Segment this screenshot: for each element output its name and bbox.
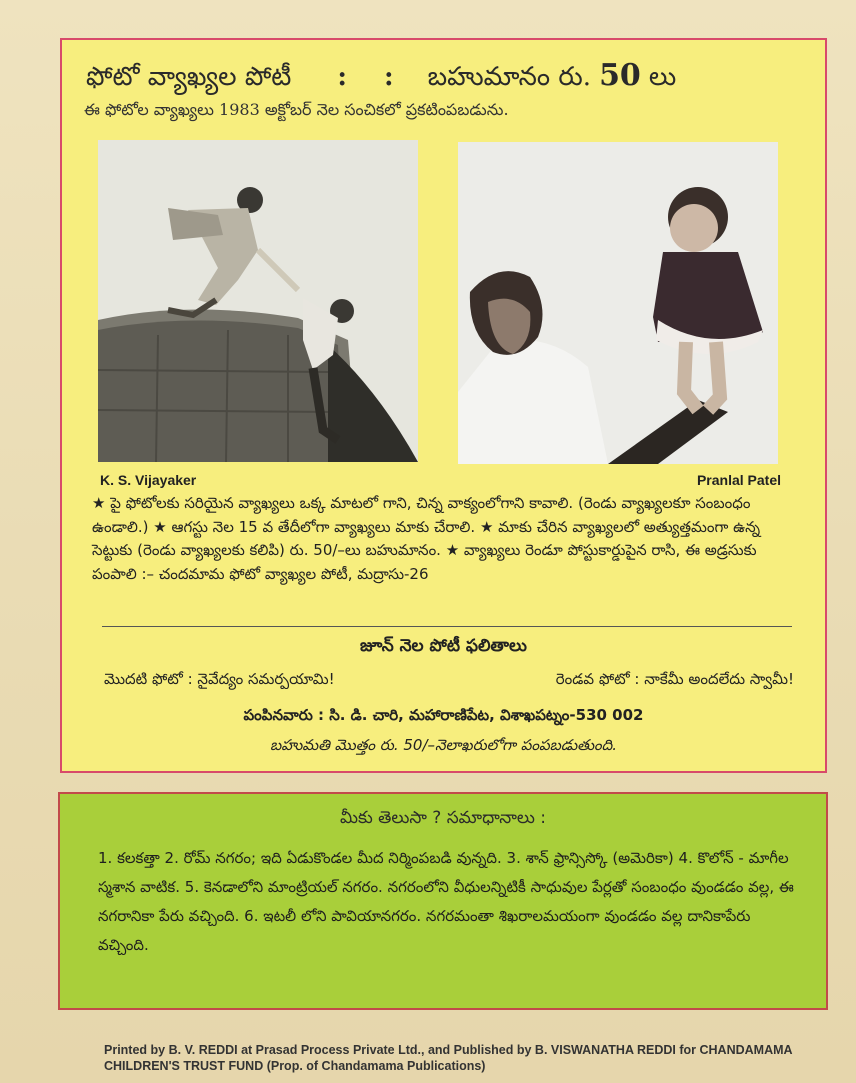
quiz-answers: 1. కలకత్తా 2. రోమ్ నగరం; ఇది ఏడుకొండల మీద నిర్మింపబడి వున్నది. 3. శాన్ ఫ్రాన్సిస్కో (అమెరికా) 4. కొలోన్ - మాగీల స్మశాన వాటిక. 5. కెనడాలోని మాంట్రియల్ నగరం. నగరంలోని వీధులన్నిటికీ సాధువుల పేర్లతో సంబంధం వుండడం వల్ల, ఈ నగరానికా పేరు వచ్చింది. 6. ఇటలీ లోని పావియానగరం. నగరమంతా శిఖరాలమయంగా వుండడం వల్ల దానికాపేరు వచ్చింది. xyxy=(98,849,794,954)
photo-climbing-rock xyxy=(98,140,418,462)
contest-title xyxy=(86,58,806,96)
quiz-answers-box xyxy=(58,792,828,1010)
contest-prize-label: బహుమానం రు. xyxy=(427,62,592,92)
photo2-credit: Pranlal Patel xyxy=(696,472,781,488)
contest-prize-suffix: లు xyxy=(648,62,677,92)
quiz-title: మీకు తెలుసా ? సమాధానాలు : xyxy=(340,808,546,828)
contest-rules: ★ పై ఫోటోలకు సరియైన వ్యాఖ్యలు ఒక్క మాటలో గాని, చిన్న వాక్యంలోగాని కావాలి. (రెండు వ్యాఖ్యలకూ సంబంధం ఉండాలి.) ★ ఆగస్టు నెల 15 వ తేదీలోగా వ్యాఖ్యలు మాకు చేరాలి. ★ మాకు చేరిన వ్యాఖ్యలలో అత్యుత్తమంగా ఉన్న సెట్టుకు (రెండు వ్యాఖ్యలకు కలిపి) రు. 50/–లు బహుమానం. ★ వ్యాఖ్యలు రెండూ పోస్టుకార్డుపైన రాసి, ఈ అడ్రసుకు పంపాలి :– చందమామ ఫోటో వ్యాఖ్యల పోటీ, మద్రాసు-26 xyxy=(92,494,761,583)
prize-note: బహుమతి మొత్తం రు. 50/–నెలాఖరులోగా పంపబడుతుంది. xyxy=(269,736,617,754)
photo-man-holding-child xyxy=(458,142,778,464)
contest-title-left: ఫోటో వ్యాఖ్యల పోటీ xyxy=(86,62,292,92)
result-first-photo: మొదటి ఫోటో : నైవేద్యం సమర్పయామి! xyxy=(104,670,335,688)
results-title: జూన్ నెల పోటీ ఫలితాలు xyxy=(360,636,527,656)
contest-title-colons: : : xyxy=(337,62,408,92)
result-second-photo: రెండవ ఫోటో : నాకేమీ అందలేదు స్వామీ! xyxy=(555,670,794,688)
divider xyxy=(102,626,792,627)
printer-imprint: Printed by B. V. REDDI at Prasad Process Private Ltd., and Published by B. VISWANATHA REDDI for CHANDAMAMA CHILDREN'S TRUST FUND (Prop. of Chandamama Publications) xyxy=(104,1043,793,1073)
results-row xyxy=(104,670,794,692)
photo-caption-contest-box xyxy=(60,38,827,773)
winner-sender: పంపినవారు : సి. డి. చారి, మహారాణిపేట, విశాఖపట్నం-530 002 xyxy=(243,706,644,724)
contest-subtitle: ఈ ఫోటోల వ్యాఖ్యలు 1983 అక్టోబర్ నెల సంచికలో ప్రకటింపబడును. xyxy=(84,100,509,119)
contest-prize-amount: 50 xyxy=(599,58,641,93)
photo1-credit: K. S. Vijayaker xyxy=(100,472,197,488)
